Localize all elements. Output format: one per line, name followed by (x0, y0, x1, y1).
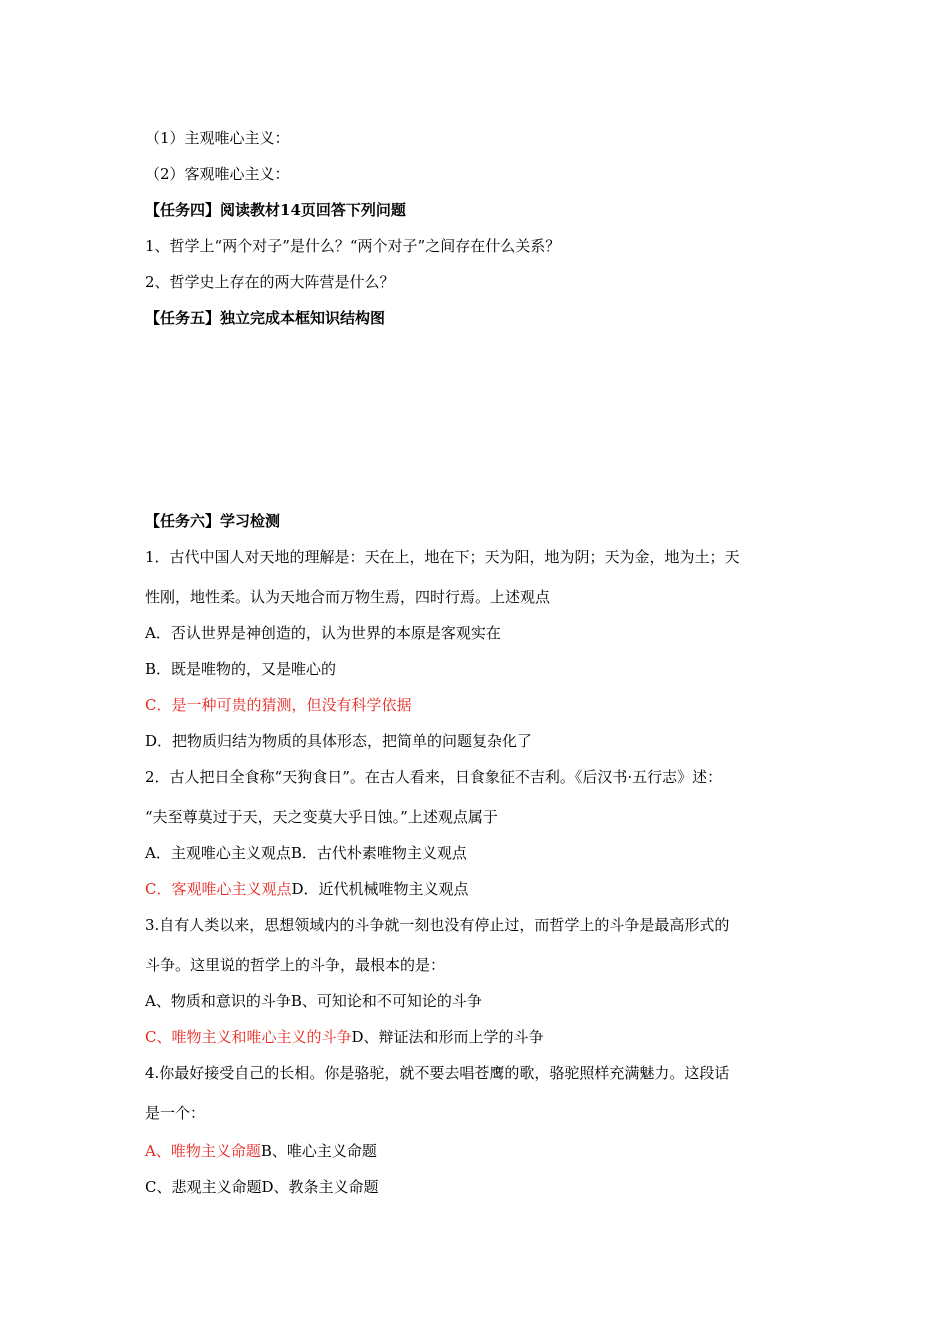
q1-option-a: A．否认世界是神创造的，认为世界的本原是客观实在 (145, 624, 501, 642)
q1-stem-line1: 1．古代中国人对天地的理解是：天在上，地在下；天为阳，地为阴；天为金，地为土；天 (145, 548, 740, 566)
q4-options-cd: C、悲观主义命题D、教条主义命题 (145, 1178, 379, 1196)
objective-idealism-item: （2）客观唯心主义： (145, 165, 290, 183)
task4-question-2: 2、哲学史上存在的两大阵营是什么？ (145, 273, 395, 291)
q3-options-cd (145, 1027, 544, 1047)
q1-option-d: D．把物质归结为物质的具体形态，把简单的问题复杂化了 (145, 732, 533, 750)
q1-option-b: B．既是唯物的，又是唯心的 (145, 660, 337, 678)
q4-stem-line1: 4.你最好接受自己的长相。你是骆驼，就不要去唱苍鹰的歌，骆驼照样充满魅力。这段话 (145, 1064, 730, 1082)
task4-question-1: 1、哲学上“两个对子”是什么？“两个对子”之间存在什么关系？ (145, 237, 561, 255)
q2-options-cd (145, 879, 469, 899)
q2-options-ab: A．主观唯心主义观点B．古代朴素唯物主义观点 (145, 844, 467, 862)
q3-option-d: D、辩证法和形而上学的斗争 (351, 1028, 544, 1046)
q1-stem-line2: 性刚，地性柔。认为天地合而万物生焉，四时行焉。上述观点 (145, 588, 551, 606)
q2-stem-line2: “夫至尊莫过于天，天之变莫大乎日蚀。”上述观点属于 (145, 808, 498, 826)
q3-stem-line2: 斗争。这里说的哲学上的斗争，最根本的是： (145, 956, 446, 974)
subjective-idealism-item: （1）主观唯心主义： (145, 129, 290, 147)
q3-stem-line1: 3.自有人类以来，思想领域内的斗争就一刻也没有停止过，而哲学上的斗争是最高形式的 (145, 916, 730, 934)
task4-heading: 【任务四】阅读教材14页回答下列问题 (145, 201, 406, 219)
task6-heading: 【任务六】学习检测 (145, 512, 281, 530)
q1-option-c-answer: C．是一种可贵的猜测，但没有科学依据 (145, 696, 412, 714)
q3-option-c-answer: C、唯物主义和唯心主义的斗争 (145, 1028, 352, 1046)
task5-heading: 【任务五】独立完成本框知识结构图 (145, 309, 386, 327)
q3-options-ab: A、物质和意识的斗争B、可知论和不可知论的斗争 (145, 992, 482, 1010)
q2-option-d: D．近代机械唯物主义观点 (291, 880, 469, 898)
q2-stem-line1: 2．古人把日全食称“天狗食日”。在古人看来，日食象征不吉利。《后汉书·五行志》述： (145, 768, 723, 786)
q4-options-ab (145, 1141, 377, 1161)
q4-option-b: B、唯心主义命题 (260, 1142, 377, 1160)
q4-stem-line2: 是一个： (145, 1104, 206, 1122)
q2-option-c-answer: C．客观唯心主义观点 (145, 880, 292, 898)
q4-option-a-answer: A、唯物主义命题 (145, 1142, 261, 1160)
